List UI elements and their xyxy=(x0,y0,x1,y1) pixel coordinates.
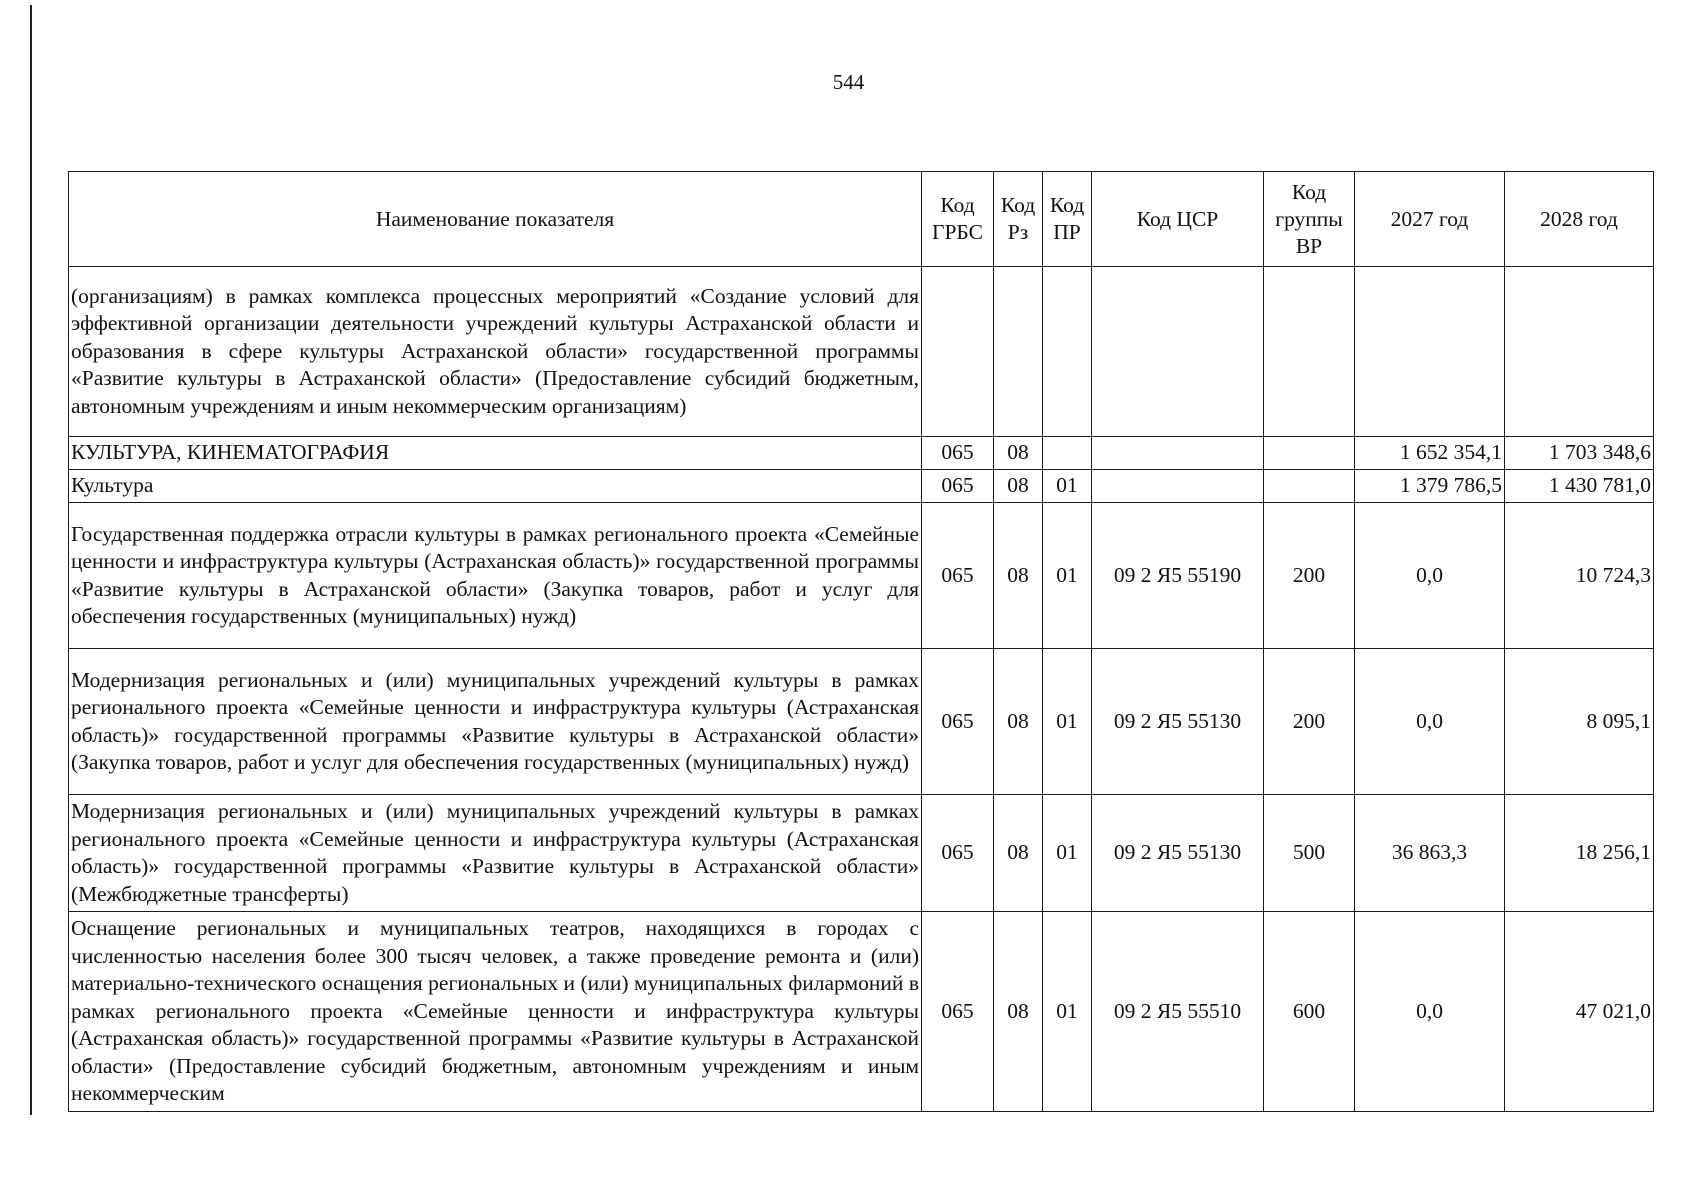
header-grbs: Код ГРБС xyxy=(922,172,994,267)
row-grbs: 065 xyxy=(922,437,994,470)
row-rz: 08 xyxy=(994,795,1043,912)
row-grbs: 065 xyxy=(922,503,994,649)
row-name: Оснащение региональных и муниципальных театров, находящихся в городах с численностью населения более 300 тысяч человек, а также проведение ремонта и (или) материально-технического оснащения региональных и (или) муниципальных филармоний в рамках регионального проекта «Семейные ценности и инфраструктура культуры (Астраханская область)» государственной программы «Развитие культуры в Астраханской области» (Предоставление субсидий бюджетным, автономным учреждениям и иным некоммерческим xyxy=(69,912,922,1112)
row-vr: 200 xyxy=(1264,503,1355,649)
row-2028: 1 703 348,6 xyxy=(1505,437,1654,470)
table-header-row xyxy=(69,172,1654,267)
row-rz: 08 xyxy=(994,503,1043,649)
row-2027: 0,0 xyxy=(1355,649,1505,795)
row-csr: 09 2 Я5 55510 xyxy=(1092,912,1264,1112)
row-pr: 01 xyxy=(1043,795,1092,912)
row-grbs: 065 xyxy=(922,470,994,503)
budget-table xyxy=(68,171,1654,1112)
row-vr: 600 xyxy=(1264,912,1355,1112)
row-name: Государственная поддержка отрасли культуры в рамках регионального проекта «Семейные ценности и инфраструктура культуры (Астраханская область)» государственной программы «Развитие культуры в Астраханской области» (Закупка товаров, работ и услуг для обеспечения государственных (муниципальных) нужд) xyxy=(69,503,922,649)
row-2028: 18 256,1 xyxy=(1505,795,1654,912)
row-pr: 01 xyxy=(1043,912,1092,1112)
row-csr xyxy=(1092,267,1264,437)
row-rz xyxy=(994,267,1043,437)
row-vr xyxy=(1264,437,1355,470)
row-name: КУЛЬТУРА, КИНЕМАТОГРАФИЯ xyxy=(69,437,922,470)
row-grbs: 065 xyxy=(922,649,994,795)
margin-rule xyxy=(30,5,32,1115)
row-2027: 1 379 786,5 xyxy=(1355,470,1505,503)
row-pr: 01 xyxy=(1043,503,1092,649)
table-row xyxy=(69,795,1654,912)
page-number: 544 xyxy=(832,70,865,94)
table-row xyxy=(69,649,1654,795)
row-2027: 0,0 xyxy=(1355,503,1505,649)
row-2028: 10 724,3 xyxy=(1505,503,1654,649)
row-vr xyxy=(1264,267,1355,437)
row-2028: 1 430 781,0 xyxy=(1505,470,1654,503)
table-row xyxy=(69,470,1654,503)
table-row xyxy=(69,267,1654,437)
row-2028: 47 021,0 xyxy=(1505,912,1654,1112)
row-2027 xyxy=(1355,267,1505,437)
row-csr xyxy=(1092,437,1264,470)
row-rz: 08 xyxy=(994,649,1043,795)
row-vr xyxy=(1264,470,1355,503)
table-row xyxy=(69,912,1654,1112)
header-csr: Код ЦСР xyxy=(1092,172,1264,267)
row-grbs: 065 xyxy=(922,795,994,912)
row-pr: 01 xyxy=(1043,470,1092,503)
header-name: Наименование показателя xyxy=(69,172,922,267)
row-pr xyxy=(1043,267,1092,437)
row-name: (организациям) в рамках комплекса процессных мероприятий «Создание условий для эффективной организации деятельности учреждений культуры Астраханской области и образования в сфере культуры Астраханской области» государственной программы «Развитие культуры в Астраханской области» (Предоставление субсидий бюджетным, автономным учреждениям и иным некоммерческим организациям) xyxy=(69,267,922,437)
row-vr: 200 xyxy=(1264,649,1355,795)
row-pr xyxy=(1043,437,1092,470)
row-2027: 1 652 354,1 xyxy=(1355,437,1505,470)
row-csr xyxy=(1092,470,1264,503)
row-rz: 08 xyxy=(994,912,1043,1112)
table-row xyxy=(69,503,1654,649)
row-2028: 8 095,1 xyxy=(1505,649,1654,795)
row-2027: 36 863,3 xyxy=(1355,795,1505,912)
header-vr: Код группы ВР xyxy=(1264,172,1355,267)
header-2028: 2028 год xyxy=(1505,172,1654,267)
row-name: Модернизация региональных и (или) муниципальных учреждений культуры в рамках регионального проекта «Семейные ценности и инфраструктура культуры (Астраханская область)» государственной программы «Развитие культуры в Астраханской области» (Закупка товаров, работ и услуг для обеспечения государственных (муниципальных) нужд) xyxy=(69,649,922,795)
row-csr: 09 2 Я5 55190 xyxy=(1092,503,1264,649)
row-name: Культура xyxy=(69,470,922,503)
row-csr: 09 2 Я5 55130 xyxy=(1092,795,1264,912)
header-pr: Код ПР xyxy=(1043,172,1092,267)
row-grbs: 065 xyxy=(922,912,994,1112)
row-name: Модернизация региональных и (или) муниципальных учреждений культуры в рамках регионального проекта «Семейные ценности и инфраструктура культуры (Астраханская область)» государственной программы «Развитие культуры в Астраханской области» (Межбюджетные трансферты) xyxy=(69,795,922,912)
table-row xyxy=(69,437,1654,470)
header-2027: 2027 год xyxy=(1355,172,1505,267)
row-rz: 08 xyxy=(994,470,1043,503)
row-grbs xyxy=(922,267,994,437)
row-pr: 01 xyxy=(1043,649,1092,795)
row-vr: 500 xyxy=(1264,795,1355,912)
row-csr: 09 2 Я5 55130 xyxy=(1092,649,1264,795)
row-rz: 08 xyxy=(994,437,1043,470)
header-rz: Код Рз xyxy=(994,172,1043,267)
row-2027: 0,0 xyxy=(1355,912,1505,1112)
row-2028 xyxy=(1505,267,1654,437)
